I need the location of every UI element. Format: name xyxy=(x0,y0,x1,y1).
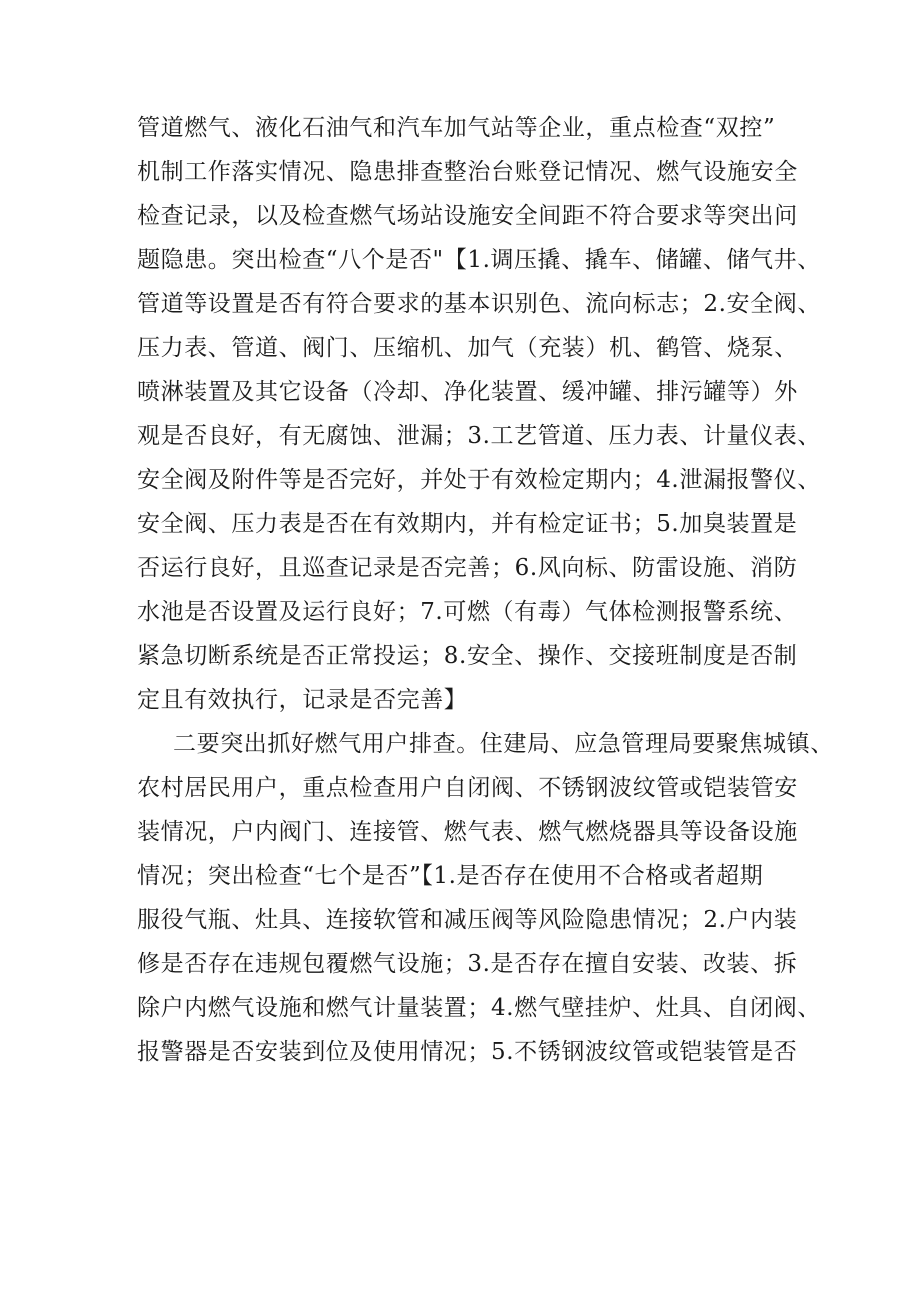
text-line: 农村居民用户，重点检查用户自闭阀、不锈钢波纹管或铠装管安 xyxy=(137,775,798,801)
text-line: 情况；突出检查“七个是否”【1.是否存在使用不合格或者超期 xyxy=(137,863,764,889)
paragraph-start-line: 二要突出抓好燃气用户排查。住建局、应急管理局要聚焦城镇、 xyxy=(173,731,834,757)
text-line: 题隐患。突出检查“八个是否"【1.调压撬、撬车、储罐、储气井、 xyxy=(137,247,821,273)
text-line: 水池是否设置及运行良好；7.可燃（有毒）气体检测报警系统、 xyxy=(137,599,798,625)
text-line: 修是否存在违规包覆燃气设施；3.是否存在擅自安装、改装、拆 xyxy=(137,951,798,977)
text-line: 检查记录，以及检查燃气场站设施安全间距不符合要求等突出问 xyxy=(137,203,798,229)
text-line: 喷淋装置及其它设备（冷却、净化装置、缓冲罐、排污罐等）外 xyxy=(137,379,798,405)
text-line: 除户内燃气设施和燃气计量装置；4.燃气壁挂炉、灶具、自闭阀、 xyxy=(137,995,821,1021)
text-line: 装情况，户内阀门、连接管、燃气表、燃气燃烧器具等设备设施 xyxy=(137,819,798,845)
text-line: 管道燃气、液化石油气和汽车加气站等企业，重点检查“双控” xyxy=(137,115,776,141)
text-line: 安全阀、压力表是否在有效期内，并有检定证书；5.加臭装置是 xyxy=(137,511,798,537)
text-line: 安全阀及附件等是否完好，并处于有效检定期内；4.泄漏报警仪、 xyxy=(137,467,821,493)
text-line: 否运行良好，且巡查记录是否完善；6.风向标、防雷设施、消防 xyxy=(137,555,798,581)
text-line: 定且有效执行，记录是否完善】 xyxy=(137,687,468,713)
text-line: 观是否良好，有无腐蚀、泄漏；3.工艺管道、压力表、计量仪表、 xyxy=(137,423,821,449)
text-line: 压力表、管道、阀门、压缩机、加气（充装）机、鹤管、烧泵、 xyxy=(137,335,798,361)
body-text xyxy=(137,106,834,1074)
text-line: 管道等设置是否有符合要求的基本识别色、流向标志；2.安全阀、 xyxy=(137,291,821,317)
text-line: 紧急切断系统是否正常投运；8.安全、操作、交接班制度是否制 xyxy=(137,643,798,669)
text-line: 报警器是否安装到位及使用情况；5.不锈钢波纹管或铠装管是否 xyxy=(137,1039,798,1065)
text-line: 机制工作落实情况、隐患排查整治台账登记情况、燃气设施安全 xyxy=(137,159,798,185)
text-line: 服役气瓶、灶具、连接软管和减压阀等风险隐患情况；2.户内装 xyxy=(137,907,798,933)
